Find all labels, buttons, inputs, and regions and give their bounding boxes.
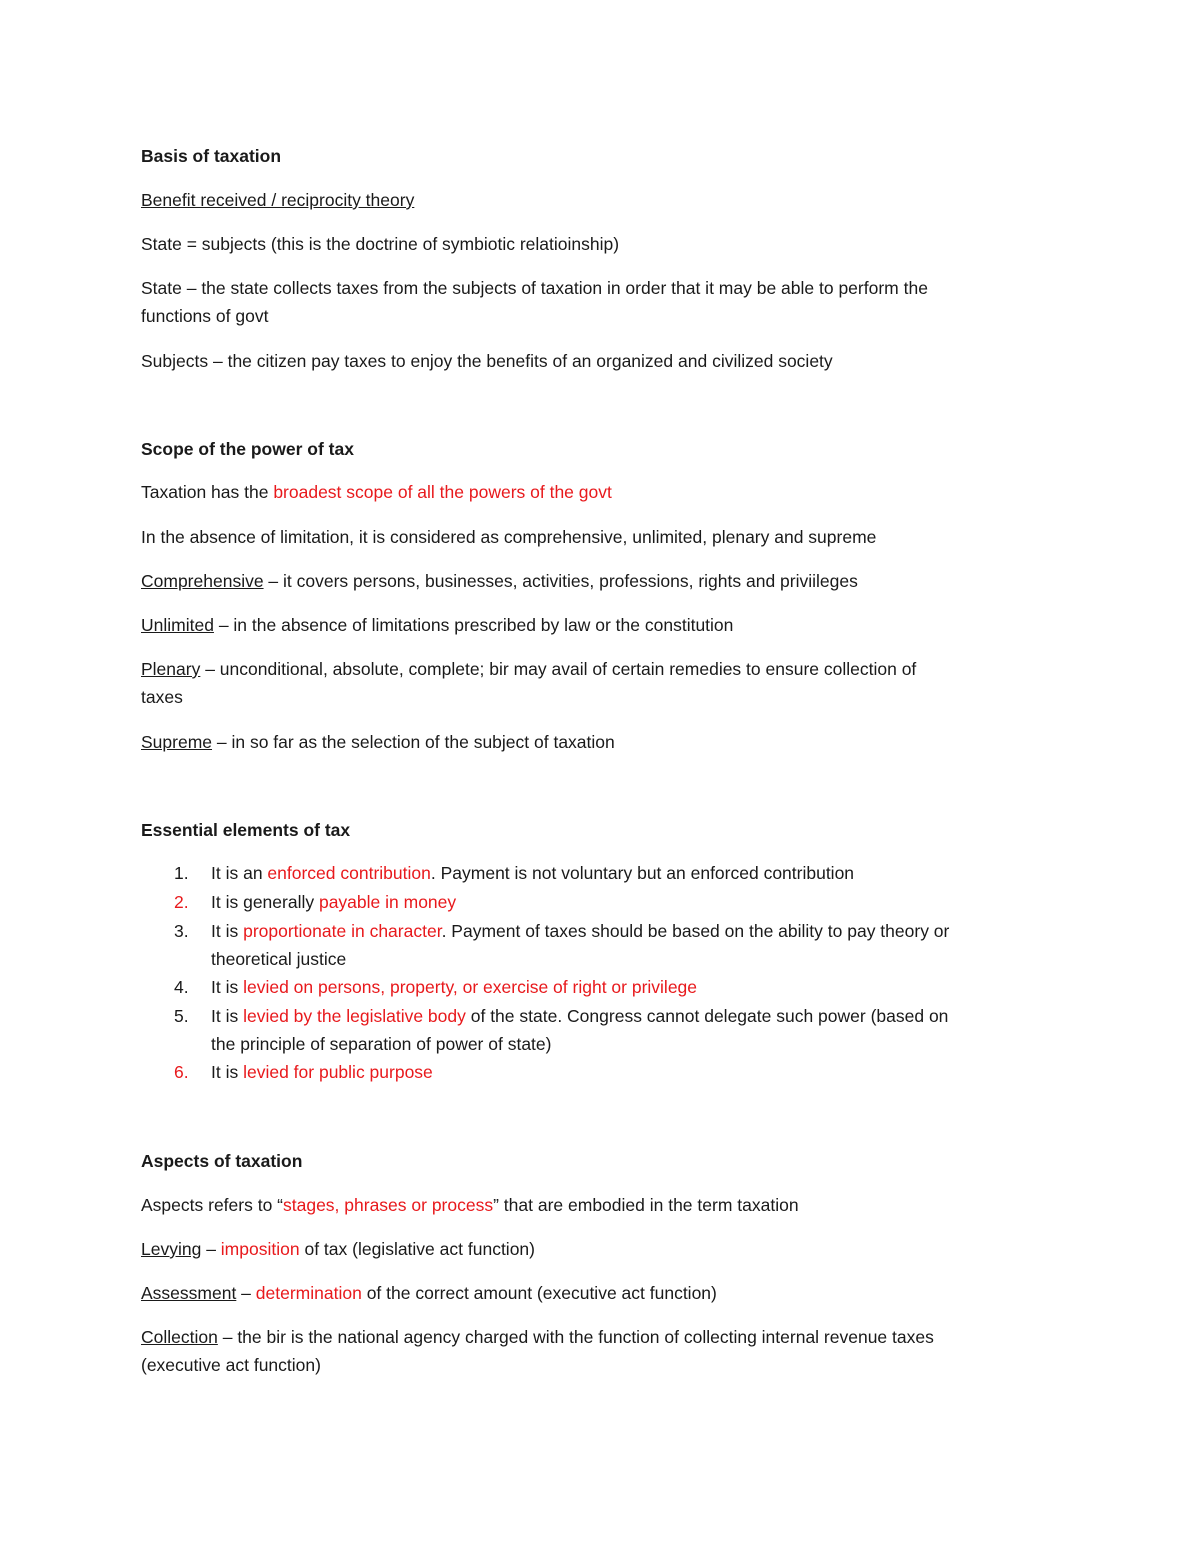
highlight-text: proportionate in character [243, 921, 442, 941]
text: It is [211, 921, 244, 941]
definition: – it covers persons, businesses, activities, professions, rights and priviileges [263, 571, 858, 591]
list-number: 3. [174, 921, 189, 941]
list-number: 6. [174, 1062, 189, 1082]
text: of the state. Congress cannot delegate such power (based on [465, 1006, 949, 1026]
paragraph-subjects: Subjects – the citizen pay taxes to enjoy the benefits of an organized and civilized society [141, 351, 833, 371]
text: . Payment is not voluntary but an enforced contribution [430, 863, 855, 883]
highlight-text: enforced contribution [267, 863, 431, 883]
term: Comprehensive [141, 571, 264, 591]
section-heading-basis: Basis of taxation [141, 146, 282, 166]
term: Collection [141, 1327, 218, 1347]
term: Unlimited [141, 615, 214, 635]
paragraph-state-line1: State – the state collects taxes from the subjects of taxation in order that it may be able to perform the [141, 278, 928, 298]
highlight-text: payable in money [318, 892, 457, 912]
subheading-benefit-theory: Benefit received / reciprocity theory [141, 190, 415, 210]
highlight-text: stages, phrases or process [283, 1195, 494, 1215]
definition: – in the absence of limitations prescribed by law or the constitution [213, 615, 734, 635]
highlight-text: levied for public purpose [243, 1062, 433, 1082]
paragraph-broadest-scope [141, 481, 612, 503]
list-item [211, 920, 949, 942]
definition-collection [141, 1326, 934, 1348]
list-number: 4. [174, 977, 189, 997]
section-heading-elements: Essential elements of tax [141, 820, 351, 840]
definition: – the bir is the national agency charged with the function of collecting internal revenue taxes [217, 1327, 934, 1347]
definition-comprehensive [141, 570, 858, 592]
text: . Payment of taxes should be based on the ability to pay theory or [441, 921, 950, 941]
dash: – [201, 1239, 221, 1259]
text: Taxation has the [141, 482, 274, 502]
definition-levying [141, 1238, 535, 1260]
definition: of tax (legislative act function) [299, 1239, 535, 1259]
text: It is generally [211, 892, 319, 912]
term: Plenary [141, 659, 201, 679]
list-item-cont: theoretical justice [211, 949, 347, 969]
highlight-text: broadest scope of all the powers of the govt [273, 482, 612, 502]
highlight-text: imposition [220, 1239, 300, 1259]
highlight-text: levied by the legislative body [243, 1006, 466, 1026]
text: It is an [211, 863, 268, 883]
term: Supreme [141, 732, 213, 752]
paragraph-state-subjects: State = subjects (this is the doctrine of symbiotic relatioinship) [141, 234, 620, 254]
list-item [211, 1061, 433, 1083]
list-number: 2. [174, 892, 189, 912]
list-item [211, 1005, 948, 1027]
list-item [211, 976, 697, 998]
definition-supreme [141, 731, 615, 753]
section-heading-scope: Scope of the power of tax [141, 439, 354, 459]
paragraph-aspects-refers [141, 1194, 799, 1216]
highlight-text: levied on persons, property, or exercise of right or privilege [243, 977, 698, 997]
term: Assessment [141, 1283, 237, 1303]
term: Levying [141, 1239, 202, 1259]
definition: – unconditional, absolute, complete; bir may avail of certain remedies to ensure collection of [200, 659, 917, 679]
list-item [211, 891, 456, 913]
paragraph-absence-limitation: In the absence of limitation, it is considered as comprehensive, unlimited, plenary and supreme [141, 527, 877, 547]
list-number: 5. [174, 1006, 189, 1026]
text: It is [211, 977, 244, 997]
list-item-cont: the principle of separation of power of state) [211, 1034, 552, 1054]
text: It is [211, 1006, 244, 1026]
section-heading-aspects: Aspects of taxation [141, 1151, 303, 1171]
definition-unlimited [141, 614, 733, 636]
definition-assessment [141, 1282, 717, 1304]
paragraph-state-line2: functions of govt [141, 306, 269, 326]
text: ” that are embodied in the term taxation [493, 1195, 799, 1215]
list-number: 1. [174, 863, 189, 883]
definition: of the correct amount (executive act function) [361, 1283, 717, 1303]
definition-plenary-cont: taxes [141, 687, 183, 707]
dash: – [236, 1283, 256, 1303]
list-item [211, 862, 854, 884]
definition-plenary [141, 658, 916, 680]
highlight-text: determination [255, 1283, 362, 1303]
definition: – in so far as the selection of the subject of taxation [212, 732, 615, 752]
definition-collection-cont: (executive act function) [141, 1355, 321, 1375]
text: Aspects refers to “ [141, 1195, 283, 1215]
text: It is [211, 1062, 244, 1082]
